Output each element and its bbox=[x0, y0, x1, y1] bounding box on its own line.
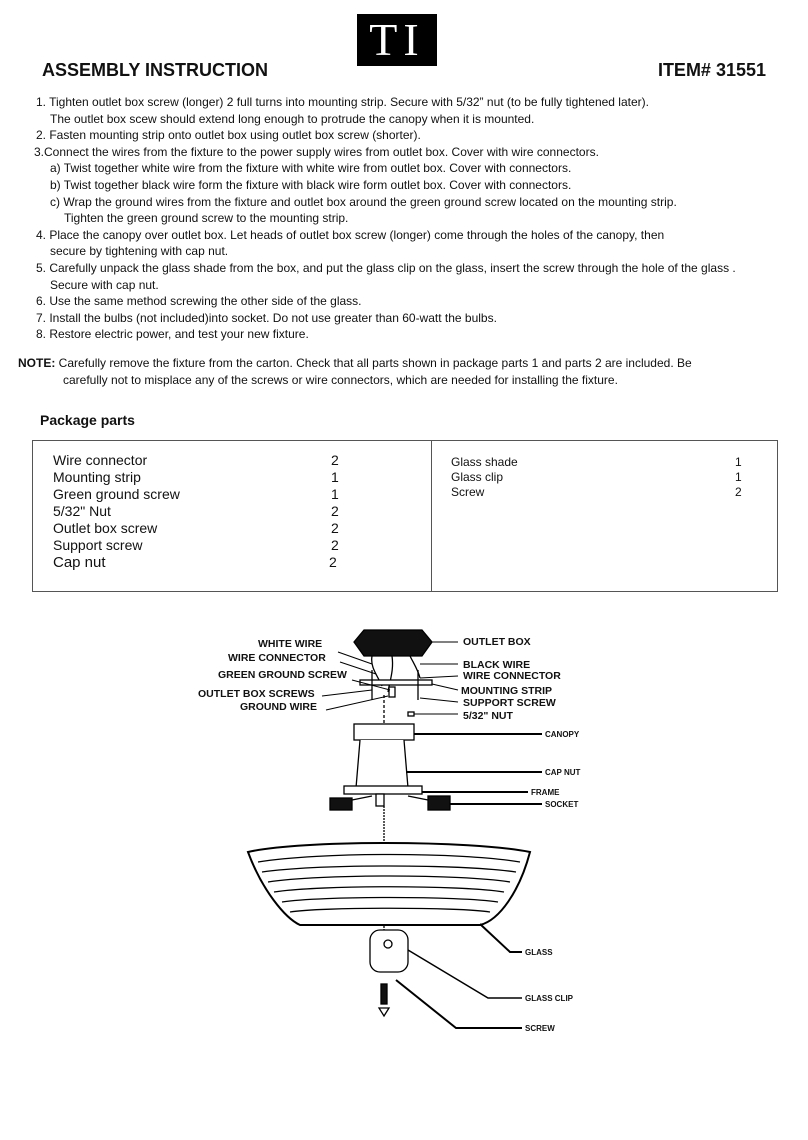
page-title: ASSEMBLY INSTRUCTION bbox=[42, 60, 269, 80]
label-socket: SOCKET bbox=[545, 800, 579, 809]
part-name: Screw bbox=[451, 485, 485, 499]
label-mounting-strip: MOUNTING STRIP bbox=[461, 685, 552, 697]
arm-right bbox=[408, 796, 428, 800]
leader-mounting-strip bbox=[432, 684, 458, 690]
package-parts-table bbox=[32, 440, 778, 592]
step-line: 3.Connect the wires from the fixture to the power supply wires from outlet box. Cover with wire connectors. bbox=[34, 144, 599, 159]
step-line: 1. Tighten outlet box screw (longer) 2 full turns into mounting strip. Secure with 5/32” nut (to be fully tightened later). bbox=[36, 95, 649, 109]
part-name: Mounting strip bbox=[53, 469, 141, 485]
step-line: Tighten the green ground screw to the mounting strip. bbox=[64, 211, 349, 226]
part-qty: 2 bbox=[331, 537, 339, 553]
part-qty: 2 bbox=[329, 554, 337, 570]
note-line-1: Carefully remove the fixture from the carton. Check that all parts shown in package parts 1 and parts 2 are included. Be bbox=[55, 356, 692, 370]
step-line: 6. Use the same method screwing the other side of the glass. bbox=[36, 294, 362, 309]
glass-clip-shape bbox=[370, 930, 408, 972]
part-qty: 1 bbox=[735, 455, 742, 469]
leader-screw bbox=[396, 980, 522, 1028]
part-name: 5/32" Nut bbox=[53, 503, 111, 519]
screw-tip bbox=[379, 1008, 389, 1016]
instruction-steps bbox=[36, 94, 796, 343]
label-outlet-box-screws: OUTLET BOX SCREWS bbox=[198, 688, 315, 700]
label-canopy: CANOPY bbox=[545, 730, 580, 739]
glass-shade-shape bbox=[248, 843, 530, 925]
step-line: b) Twist together black wire form the fixture with black wire form outlet box. Cover with connectors. bbox=[50, 177, 572, 192]
green-ground-screw-shape bbox=[389, 687, 395, 697]
label-wire-connector: WIRE CONNECTOR bbox=[228, 652, 326, 664]
brand-logo: TI bbox=[357, 14, 437, 66]
label-white-wire: WHITE WIRE bbox=[258, 638, 323, 650]
step-line: 8. Restore electric power, and test your new fixture. bbox=[36, 327, 309, 342]
leader-glass bbox=[480, 924, 522, 952]
package-parts-title: Package parts bbox=[40, 412, 135, 428]
part-qty: 1 bbox=[331, 469, 339, 485]
step-line: 4. Place the canopy over outlet box. Let heads of outlet box screw (longer) come through the holes of the canopy, then bbox=[36, 227, 665, 242]
step-line: Secure with cap nut. bbox=[50, 277, 159, 292]
part-name: Glass shade bbox=[451, 455, 518, 469]
note-line-2: carefully not to misplace any of the screws or wire connectors, which are needed for installing the fixture. bbox=[63, 372, 618, 387]
canopy-top bbox=[354, 724, 414, 740]
exploded-assembly-diagram bbox=[0, 600, 808, 1050]
mounting-strip-shape bbox=[360, 680, 432, 685]
part-name: Outlet box screw bbox=[53, 520, 158, 536]
step-line: secure by tightening with cap nut. bbox=[50, 244, 229, 259]
note-block bbox=[18, 355, 798, 388]
part-name: Green ground screw bbox=[53, 486, 180, 502]
part-qty: 2 bbox=[735, 485, 742, 499]
label-glass-clip: GLASS CLIP bbox=[525, 994, 574, 1003]
label-support-screw: SUPPORT SCREW bbox=[463, 697, 556, 709]
part-qty: 1 bbox=[735, 470, 742, 484]
label-glass: GLASS bbox=[525, 948, 553, 957]
note-label: NOTE: bbox=[18, 356, 56, 370]
step-line: 5. Carefully unpack the glass shade from the box, and put the glass clip on the glass, insert the screw through the hole of the glass . bbox=[36, 260, 736, 275]
outlet-box-shape bbox=[354, 630, 432, 656]
step-line: c) Wrap the ground wires from the fixture and outlet box around the green ground screw located on the mounting strip. bbox=[50, 194, 677, 209]
leader-outlet-screws bbox=[322, 690, 372, 696]
label-black-wire: BLACK WIRE bbox=[463, 659, 531, 671]
label-ground-wire: GROUND WIRE bbox=[240, 701, 317, 713]
step-line: a) Twist together white wire from the fixture with white wire from outlet box. Cover with connectors. bbox=[50, 161, 572, 176]
screw-shape bbox=[381, 984, 387, 1004]
canopy-body bbox=[356, 740, 408, 788]
leader-wire-connector-right bbox=[420, 676, 458, 678]
label-outlet-box: OUTLET BOX bbox=[463, 636, 531, 648]
label-nut: 5/32" NUT bbox=[463, 710, 513, 722]
step-line: The outlet box scew should extend long enough to protrude the canopy when it is mounted. bbox=[50, 111, 535, 126]
leader-glass-clip bbox=[408, 950, 522, 998]
part-name: Cap nut bbox=[53, 554, 106, 571]
part-name: Wire connector bbox=[53, 452, 148, 468]
nut-shape bbox=[408, 712, 414, 716]
label-frame: FRAME bbox=[531, 788, 560, 797]
item-number: ITEM# 31551 bbox=[657, 60, 766, 80]
leader-support-screw bbox=[420, 698, 458, 702]
label-cap-nut: CAP NUT bbox=[545, 768, 581, 777]
frame-shape bbox=[344, 786, 422, 794]
arm-left bbox=[352, 796, 372, 800]
label-screw: SCREW bbox=[525, 1024, 555, 1033]
socket-left bbox=[330, 798, 352, 810]
cap-nut-shape bbox=[376, 794, 384, 806]
step-line: 2. Fasten mounting strip onto outlet box using outlet box screw (shorter). bbox=[36, 128, 421, 143]
leader-ground-wire bbox=[326, 696, 388, 710]
part-name: Support screw bbox=[53, 537, 143, 553]
label-wire-connector-right: WIRE CONNECTOR bbox=[463, 670, 561, 682]
part-qty: 2 bbox=[331, 452, 339, 468]
step-line: 7. Install the bulbs (not included)into socket. Do not use greater than 60-watt the bulbs. bbox=[36, 310, 497, 325]
label-green-ground-screw: GREEN GROUND SCREW bbox=[218, 669, 347, 681]
table-divider bbox=[431, 441, 432, 591]
part-name: Glass clip bbox=[451, 470, 504, 484]
part-qty: 2 bbox=[331, 503, 339, 519]
part-qty: 1 bbox=[331, 486, 339, 502]
part-qty: 2 bbox=[331, 520, 339, 536]
socket-right bbox=[428, 796, 450, 810]
